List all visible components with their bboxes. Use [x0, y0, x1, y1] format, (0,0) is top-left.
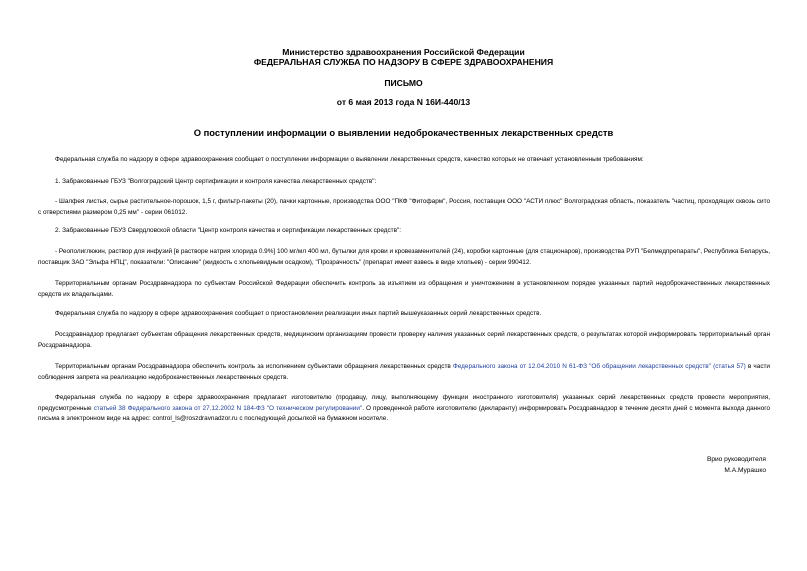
paragraph-manufacturer-text-a: Федеральная служба по надзору в сфере здравоохранения предлагает изготовителю (продавцу, лицу, выполняющему функции иностранного изготовителя) указанных серий лекарственных средств провести мероприятия, предусмотренные	[38, 394, 770, 412]
paragraph-territorial-control: Территориальным органам Росздравнадзора по субъектам Российской Федерации обеспечить контроль за изъятием из обращения и уничтожением в установленном порядке указанных партий недоброкачественных лекарственных средств их владельцами.	[38, 280, 770, 298]
service-name: ФЕДЕРАЛЬНАЯ СЛУЖБА ПО НАДЗОРУ В СФЕРЕ ЗДРАВООХРАНЕНИЯ	[253, 57, 554, 67]
federal-law-184-link[interactable]: статьей 38 Федерального закона от 27.12.2002 N 184-ФЗ "О техническом регулировании"	[93, 404, 363, 412]
ministry-name: Министерство здравоохранения Российской Федерации	[282, 47, 525, 57]
article-57-link[interactable]: (статья 57)	[713, 363, 746, 370]
signer-position: Врио руководителя	[706, 456, 766, 463]
paragraph-item-1-heading: 1. Забракованные ГБУЗ "Волгоградский Центр сертификации и контроля качества лекарственных средств":	[55, 178, 377, 185]
paragraph-suspension: Федеральная служба по надзору в сфере здравоохранения сообщает о приостановлении реализации иных партий вышеуказанных серий лекарственных средств.	[55, 310, 542, 317]
paragraph-inspection: Росздравнадзор предлагает субъектам обращения лекарственных средств, медицинским организациям провести проверку наличия указанных серий лекарственных средств, о результатах которой информировать территориальный орган Росздравнадзора.	[38, 331, 770, 349]
paragraph-law-control	[38, 362, 770, 383]
signature-block	[707, 455, 766, 476]
document-type: ПИСЬМО	[384, 78, 423, 88]
paragraph-intro: Федеральная служба по надзору в сфере здравоохранения сообщает о поступлении информации о выявлении лекарственных средств, качество которых не отвечает установленным требованиям:	[55, 156, 644, 163]
paragraph-law-control-text-c: в части соблюдения запрета на реализацию недоброкачественных лекарственных средств.	[38, 363, 771, 381]
paragraph-manufacturer	[38, 393, 770, 425]
signer-name: М.А.Мурашко	[724, 466, 766, 474]
document-date: от 6 мая 2013 года N 16И-440/13	[336, 97, 471, 107]
document-title: О поступлении информации о выявлении недоброкачественных лекарственных средств	[193, 127, 614, 138]
paragraph-manufacturer-text-b: . О проведенной работе изготовителю (декларанту) информировать Росздравнадзор в течение десяти дней с момента выхода данного письма в электронном виде на адрес: control_ls@roszdravnadzor.ru с последующей досылкой на бумажном носителе.	[38, 404, 771, 422]
federal-law-61-link[interactable]: Федерального закона от 12.04.2010 N 61-ФЗ "Об обращении лекарственных средств"	[452, 363, 711, 370]
paragraph-item-1-detail: - Шалфея листья, сырье растительное-порошок, 1,5 г, фильтр-пакеты (20), пачки картонные, производства ООО "ПКФ "Фитофарм", Россия, поставщик ООО "АСТИ плюс" Волгоградская область, показатель "частиц, проходящих сквозь сито с отверстиями размером 0,25 мм" - серии 061012.	[38, 198, 770, 216]
paragraph-item-2-detail: - Реополиглюкин, раствор для инфузий [в растворе натрия хлорида 0.9%] 100 мг/мл 400 мл, бутылки для крови и кровезаменителей (24), коробки картонные (для стационаров), производства РУП "Белмедпрепараты", Республика Беларусь, поставщик ЗАО "Эльфа НПЦ", показатели: "Описание" (жидкость с хлопьевидным осадком), "Прозрачность" (препарат имеет взвесь в виде хлопьев) - серии 990412.	[38, 248, 770, 266]
paragraph-item-2-heading: 2. Забракованные ГБУЗ Свердловской области "Центр контроля качества и сертификации лекарственных средств":	[55, 227, 402, 234]
paragraph-law-control-text-a: Территориальным органам Росздравнадзора обеспечить контроль за исполнением субъектами обращения лекарственных средств	[55, 363, 453, 370]
